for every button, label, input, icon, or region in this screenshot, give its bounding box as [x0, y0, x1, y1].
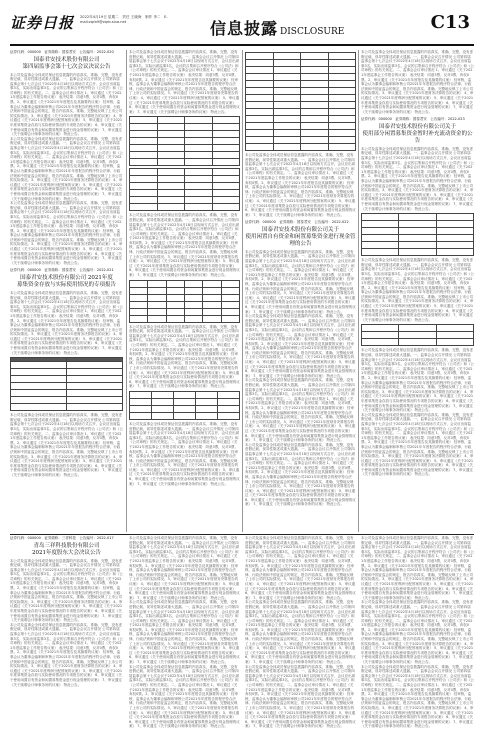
bottom-column-1: [10, 536, 123, 690]
headline-company: 国泰君安技术股份有限公司关于: [261, 226, 339, 233]
article-text: 本公司及监事会全体成员保证信息披露的内容真实、准确、完整，没有虚假记载、误导性陈述或重大遗漏。一、监事会会议召开情况 公司第四届监事会第十七次会议于2022年4月18日以现场方式召开，会议应出席监事3名，实际出席监事3名，会议的召集和召开程序符合《公司法》和《公司章程》的有关规定。二、监事会会议审议情况 1、审议通过《关于2021年度监事会工作报告的议案》 表决结果：同意3票，反对0票，弃权0票。2、审议通过《关于2021年年度报告及其摘要的议案》 经审核，监事会认为董事会编制和审核公司2021年年度报告的程序符合法律、行政法规和中国证监会的规定，报告内容真实、准确、完整地反映了上市公司的实际情况。3、审议通过《关于2021年度财务决算报告的议案》 4、审议通过《关于2021年度利润分配预案的议案》 5、审议通过《关于2021年度募集资金存放与实际使用情况的专项报告的议案》 6、审议通过《关于使用闲置自有资金和闲置募集资金进行现金管理的议案》 7、审议通过《关于续聘会计师事务所的议案》 特此公告。: [10, 136, 123, 201]
announcement-headline: [245, 227, 356, 248]
data-table: [129, 168, 240, 211]
article-text: 本公司及监事会全体成员保证信息披露的内容真实、准确、完整，没有虚假记载、误导性陈述或重大遗漏。一、监事会会议召开情况 公司第四届监事会第十七次会议于2022年4月18日以现场方式召开，会议应出席监事3名，实际出席监事3名，会议的召集和召开程序符合《公司法》和《公司章程》的有关规定。二、监事会会议审议情况 1、审议通过《关于2021年度监事会工作报告的议案》 表决结果：同意3票，反对0票，弃权0票。2、审议通过《关于2021年年度报告及其摘要的议案》 经审核，监事会认为董事会编制和审核公司2021年年度报告的程序符合法律、行政法规和中国证监会的规定，报告内容真实、准确、完整地反映了上市公司的实际情况。3、审议通过《关于2021年度财务决算报告的议案》 4、审议通过《关于2021年度利润分配预案的议案》 5、审议通过《关于2021年度募集资金存放与实际使用情况的专项报告的议案》 6、审议通过《关于使用闲置自有资金和闲置募集资金进行现金管理的议案》 7、审议通过《关于续聘会计师事务所的议案》 特此公告。: [245, 600, 356, 665]
column-divider: [242, 50, 243, 532]
data-table: [245, 52, 356, 151]
column-2: [129, 50, 240, 532]
announcement-headline: [10, 543, 123, 557]
page-number: C13: [430, 12, 470, 33]
article-text: 本公司及监事会全体成员保证信息披露的内容真实、准确、完整，没有虚假记载、误导性陈述或重大遗漏。一、监事会会议召开情况 公司第四届监事会第十七次会议于2022年4月18日以现场方式召开，会议应出席监事3名，实际出席监事3名，会议的召集和召开程序符合《公司法》和《公司章程》的有关规定。二、监事会会议审议情况 1、审议通过《关于2021年度监事会工作报告的议案》 表决结果：同意3票，反对0票，弃权0票。2、审议通过《关于2021年年度报告及其摘要的议案》 经审核，监事会认为董事会编制和审核公司2021年年度报告的程序符合法律、行政法规和中国证监会的规定，报告内容真实、准确、完整地反映了上市公司的实际情况。3、审议通过《关于2021年度财务决算报告的议案》 4、审议通过《关于2021年度利润分配预案的议案》 5、审议通过《关于2021年度募集资金存放与实际使用情况的专项报告的议案》 6、审议通过《关于使用闲置自有资金和闲置募集资金进行现金管理的议案》 7、审议通过《关于续聘会计师事务所的议案》 特此公告。: [245, 153, 356, 217]
newspaper-logo: 证券日报: [10, 14, 75, 32]
announcement-headline: [10, 57, 123, 71]
article-text: 本公司及监事会全体成员保证信息披露的内容真实、准确、完整，没有虚假记载、误导性陈述或重大遗漏。一、监事会会议召开情况 公司第四届监事会第十七次会议于2022年4月18日以现场方式召开，会议应出席监事3名，实际出席监事3名，会议的召集和召开程序符合《公司法》和《公司章程》的有关规定。二、监事会会议审议情况 1、审议通过《关于2021年度监事会工作报告的议案》 表决结果：同意3票，反对0票，弃权0票。2、审议通过《关于2021年年度报告及其摘要的议案》 经审核，监事会认为董事会编制和审核公司2021年年度报告的程序符合法律、行政法规和中国证监会的规定，报告内容真实、准确、完整地反映了上市公司的实际情况。3、审议通过《关于2021年度财务决算报告的议案》 4、审议通过《关于2021年度利润分配预案的议案》 5、审议通过《关于2021年度募集资金存放与实际使用情况的专项报告的议案》 6、审议通过《关于使用闲置自有资金和闲置募集资金进行现金管理的议案》 7、审议通过《关于续聘会计师事务所的议案》 特此公告。: [245, 664, 356, 729]
article-text: 本公司及监事会全体成员保证信息披露的内容真实、准确、完整，没有虚假记载、误导性陈述或重大遗漏。一、监事会会议召开情况 公司第四届监事会第十七次会议于2022年4月18日以现场方式召开，会议应出席监事3名，实际出席监事3名，会议的召集和召开程序符合《公司法》和《公司章程》的有关规定。二、监事会会议审议情况 1、审议通过《关于2021年度监事会工作报告的议案》 表决结果：同意3票，反对0票，弃权0票。2、审议通过《关于2021年年度报告及其摘要的议案》 经审核，监事会认为董事会编制和审核公司2021年年度报告的程序符合法律、行政法规和中国证监会的规定，报告内容真实、准确、完整地反映了上市公司的实际情况。3、审议通过《关于2021年度财务决算报告的议案》 4、审议通过《关于2021年度利润分配预案的议案》 5、审议通过《关于2021年度募集资金存放与实际使用情况的专项报告的议案》 6、审议通过《关于使用闲置自有资金和闲置募集资金进行现金管理的议案》 7、审议通过《关于续聘会计师事务所的议案》 特此公告。: [245, 378, 356, 443]
article-text: 本公司及监事会全体成员保证信息披露的内容真实、准确、完整，没有虚假记载、误导性陈述或重大遗漏。一、监事会会议召开情况 公司第四届监事会第十七次会议于2022年4月18日以现场方式召开，会议应出席监事3名，实际出席监事3名，会议的召集和召开程序符合《公司法》和《公司章程》的有关规定。二、监事会会议审议情况 1、审议通过《关于2021年度监事会工作报告的议案》 表决结果：同意3票，反对0票，弃权0票。2、审议通过《关于2021年年度报告及其摘要的议案》 经审核，监事会认为董事会编制和审核公司2021年年度报告的程序符合法律、行政法规和中国证监会的规定，报告内容真实、准确、完整地反映了上市公司的实际情况。3、审议通过《关于2021年度财务决算报告的议案》 4、审议通过《关于2021年度利润分配预案的议案》 5、审议通过《关于2021年度募集资金存放与实际使用情况的专项报告的议案》 6、审议通过《关于使用闲置自有资金和闲置募集资金进行现金管理的议案》 7、审议通过《关于续聘会计师事务所的议案》 特此公告。: [129, 664, 240, 729]
article-text: 本公司及监事会全体成员保证信息披露的内容真实、准确、完整，没有虚假记载、误导性陈述或重大遗漏。一、监事会会议召开情况 公司第四届监事会第十七次会议于2022年4月18日以现场方式召开，会议应出席监事3名，实际出席监事3名，会议的召集和召开程序符合《公司法》和《公司章程》的有关规定。二、监事会会议审议情况 1、审议通过《关于2021年度监事会工作报告的议案》 表决结果：同意3票，反对0票，弃权0票。2、审议通过《关于2021年年度报告及其摘要的议案》 经审核，监事会认为董事会编制和审核公司2021年年度报告的程序符合法律、行政法规和中国证监会的规定，报告内容真实、准确、完整地反映了上市公司的实际情况。3、审议通过《关于2021年度财务决算报告的议案》 4、审议通过《关于2021年度利润分配预案的议案》 5、审议通过《关于2021年度募集资金存放与实际使用情况的专项报告的议案》 6、审议通过《关于使用闲置自有资金和闲置募集资金进行现金管理的议案》 7、审议通过《关于续聘会计师事务所的议案》 特此公告。: [245, 442, 356, 507]
article-text: 本公司及监事会全体成员保证信息披露的内容真实、准确、完整，没有虚假记载、误导性陈述或重大遗漏。一、监事会会议召开情况 公司第四届监事会第十七次会议于2022年4月18日以现场方式召开，会议应出席监事3名，实际出席监事3名，会议的召集和召开程序符合《公司法》和《公司章程》的有关规定。二、监事会会议审议情况 1、审议通过《关于2021年度监事会工作报告的议案》 表决结果：同意3票，反对0票，弃权0票。2、审议通过《关于2021年年度报告及其摘要的议案》 经审核，监事会认为董事会编制和审核公司2021年年度报告的程序符合法律、行政法规和中国证监会的规定，报告内容真实、准确、完整地反映了上市公司的实际情况。3、审议通过《关于2021年度财务决算报告的议案》 4、审议通过《关于2021年度利润分配预案的议案》 5、审议通过《关于2021年度募集资金存放与实际使用情况的专项报告的议案》 6、审议通过《关于使用闲置自有资金和闲置募集资金进行现金管理的议案》 7、审议通过《关于续聘会计师事务所的议案》 特此公告。: [245, 536, 356, 600]
announcement-code: 证券代码：000000 证券简称：国泰君安 公告编号：2022-020: [10, 50, 114, 54]
headline-company: 青岛三祥科技股份有限公司: [33, 542, 100, 549]
data-table: [10, 357, 123, 411]
headline-company: 国泰君安技术股份有限公司: [33, 56, 100, 63]
article-text: 本公司及监事会全体成员保证信息披露的内容真实、准确、完整，没有虚假记载、误导性陈述或重大遗漏。一、监事会会议召开情况 公司第四届监事会第十七次会议于2022年4月18日以现场方式召开，会议应出席监事3名，实际出席监事3名，会议的召集和召开程序符合《公司法》和《公司章程》的有关规定。二、监事会会议审议情况 1、审议通过《关于2021年度监事会工作报告的议案》 表决结果：同意3票，反对0票，弃权0票。2、审议通过《关于2021年年度报告及其摘要的议案》 经审核，监事会认为董事会编制和审核公司2021年年度报告的程序符合法律、行政法规和中国证监会的规定，报告内容真实、准确、完整地反映了上市公司的实际情况。3、审议通过《关于2021年度财务决算报告的议案》 4、审议通过《关于2021年度利润分配预案的议案》 5、审议通过《关于2021年度募集资金存放与实际使用情况的专项报告的议案》 6、审议通过《关于使用闲置自有资金和闲置募集资金进行现金管理的议案》 7、审议通过《关于续聘会计师事务所的议案》 特此公告。: [361, 600, 474, 665]
data-table: [129, 116, 240, 166]
article-text: 本公司及监事会全体成员保证信息披露的内容真实、准确、完整，没有虚假记载、误导性陈述或重大遗漏。一、监事会会议召开情况 公司第四届监事会第十七次会议于2022年4月18日以现场方式召开，会议应出席监事3名，实际出席监事3名，会议的召集和召开程序符合《公司法》和《公司章程》的有关规定。二、监事会会议审议情况 1、审议通过《关于2021年度监事会工作报告的议案》 表决结果：同意3票，反对0票，弃权0票。2、审议通过《关于2021年年度报告及其摘要的议案》 经审核，监事会认为董事会编制和审核公司2021年年度报告的程序符合法律、行政法规和中国证监会的规定，报告内容真实、准确、完整地反映了上市公司的实际情况。3、审议通过《关于2021年度财务决算报告的议案》 4、审议通过《关于2021年度利润分配预案的议案》 5、审议通过《关于2021年度募集资金存放与实际使用情况的专项报告的议案》 6、审议通过《关于使用闲置自有资金和闲置募集资金进行现金管理的议案》 7、审议通过《关于续聘会计师事务所的议案》 特此公告。: [361, 348, 474, 413]
article-text: 本公司及监事会全体成员保证信息披露的内容真实、准确、完整，没有虚假记载、误导性陈述或重大遗漏。一、监事会会议召开情况 公司第四届监事会第十七次会议于2022年4月18日以现场方式召开，会议应出席监事3名，实际出席监事3名，会议的召集和召开程序符合《公司法》和《公司章程》的有关规定。二、监事会会议审议情况 1、审议通过《关于2021年度监事会工作报告的议案》 表决结果：同意3票，反对0票，弃权0票。2、审议通过《关于2021年年度报告及其摘要的议案》 经审核，监事会认为董事会编制和审核公司2021年年度报告的程序符合法律、行政法规和中国证监会的规定，报告内容真实、准确、完整地反映了上市公司的实际情况。3、审议通过《关于2021年度财务决算报告的议案》 4、审议通过《关于2021年度利润分配预案的议案》 5、审议通过《关于2021年度募集资金存放与实际使用情况的专项报告的议案》 6、审议通过《关于使用闲置自有资金和闲置募集资金进行现金管理的议案》 7、审议通过《关于续聘会计师事务所的议案》 特此公告。: [361, 664, 474, 729]
bottom-section: [10, 536, 474, 729]
column-3: [245, 50, 356, 532]
announcement-headline: [10, 275, 123, 289]
article-text: 本公司及监事会全体成员保证信息披露的内容真实、准确、完整，没有虚假记载、误导性陈述或重大遗漏。一、监事会会议召开情况 公司第四届监事会第十七次会议于2022年4月18日以现场方式召开，会议应出席监事3名，实际出席监事3名，会议的召集和召开程序符合《公司法》和《公司章程》的有关规定。二、监事会会议审议情况 1、审议通过《关于2021年度监事会工作报告的议案》 表决结果：同意3票，反对0票，弃权0票。2、审议通过《关于2021年年度报告及其摘要的议案》 经审核，监事会认为董事会编制和审核公司2021年年度报告的程序符合法律、行政法规和中国证监会的规定，报告内容真实、准确、完整地反映了上市公司的实际情况。3、审议通过《关于2021年度财务决算报告的议案》 4、审议通过《关于2021年度利润分配预案的议案》 5、审议通过《关于2021年度募集资金存放与实际使用情况的专项报告的议案》 6、审议通过《关于使用闲置自有资金和闲置募集资金进行现金管理的议案》 7、审议通过《关于续聘会计师事务所的议案》 特此公告。: [10, 290, 123, 355]
masthead: [10, 10, 474, 46]
article-text: 本公司及监事会全体成员保证信息披露的内容真实、准确、完整，没有虚假记载、误导性陈述或重大遗漏。一、监事会会议召开情况 公司第四届监事会第十七次会议于2022年4月18日以现场方式召开，会议应出席监事3名，实际出席监事3名，会议的召集和召开程序符合《公司法》和《公司章程》的有关规定。二、监事会会议审议情况 1、审议通过《关于2021年度监事会工作报告的议案》 表决结果：同意3票，反对0票，弃权0票。2、审议通过《关于2021年年度报告及其摘要的议案》 经审核，监事会认为董事会编制和审核公司2021年年度报告的程序符合法律、行政法规和中国证监会的规定，报告内容真实、准确、完整地反映了上市公司的实际情况。3、审议通过《关于2021年度财务决算报告的议案》 4、审议通过《关于2021年度利润分配预案的议案》 5、审议通过《关于2021年度募集资金存放与实际使用情况的专项报告的议案》 6、审议通过《关于使用闲置自有资金和闲置募集资金进行现金管理的议案》 7、审议通过《关于续聘会计师事务所的议案》 特此公告。: [245, 314, 356, 378]
bottom-column-3: [245, 536, 356, 729]
announcement-code: 证券代码：000000 证券简称：国泰君安 公告编号：2022-023: [361, 117, 465, 122]
section-title: [210, 16, 344, 39]
column-1: [10, 50, 123, 532]
publication-info: 2022年4月19日 星期二 责任 王晓海 制作 李二 E-mail:zqrb9@zqrb.sina.net: [80, 15, 168, 24]
headline-company: 国泰君安技术股份有限公司 2021年度: [20, 274, 113, 281]
bottom-column-2: [129, 536, 240, 729]
data-table: [361, 213, 474, 256]
section-divider: [10, 534, 474, 535]
article-text: 本公司及监事会全体成员保证信息披露的内容真实、准确、完整，没有虚假记载、误导性陈述或重大遗漏。一、监事会会议召开情况 公司第四届监事会第十七次会议于2022年4月18日以现场方式召开，会议应出席监事3名，实际出席监事3名，会议的召集和召开程序符合《公司法》和《公司章程》的有关规定。二、监事会会议审议情况 1、审议通过《关于2021年度监事会工作报告的议案》 表决结果：同意3票，反对0票，弃权0票。2、审议通过《关于2021年年度报告及其摘要的议案》 经审核，监事会认为董事会编制和审核公司2021年年度报告的程序符合法律、行政法规和中国证监会的规定，报告内容真实、准确、完整地反映了上市公司的实际情况。3、审议通过《关于2021年度财务决算报告的议案》 4、审议通过《关于2021年度利润分配预案的议案》 5、审议通过《关于2021年度募集资金存放与实际使用情况的专项报告的议案》 6、审议通过《关于使用闲置自有资金和闲置募集资金进行现金管理的议案》 7、审议通过《关于续聘会计师事务所的议案》 特此公告。: [10, 622, 123, 687]
data-table: [361, 324, 474, 346]
article-text: 本公司及监事会全体成员保证信息披露的内容真实、准确、完整，没有虚假记载、误导性陈述或重大遗漏。一、监事会会议召开情况 公司第四届监事会第十七次会议于2022年4月18日以现场方式召开，会议应出席监事3名，实际出席监事3名，会议的召集和召开程序符合《公司法》和《公司章程》的有关规定。二、监事会会议审议情况 1、审议通过《关于2021年度监事会工作报告的议案》 表决结果：同意3票，反对0票，弃权0票。2、审议通过《关于2021年年度报告及其摘要的议案》 经审核，监事会认为董事会编制和审核公司2021年年度报告的程序符合法律、行政法规和中国证监会的规定，报告内容真实、准确、完整地反映了上市公司的实际情况。3、审议通过《关于2021年度财务决算报告的议案》 4、审议通过《关于2021年度利润分配预案的议案》 5、审议通过《关于2021年度募集资金存放与实际使用情况的专项报告的议案》 6、审议通过《关于使用闲置自有资金和闲置募集资金进行现金管理的议案》 7、审议通过《关于续聘会计师事务所的议案》 特此公告。: [361, 536, 474, 600]
headline-company: 国泰君安技术股份有限公司关于: [378, 123, 456, 130]
data-table: [129, 391, 240, 420]
article-text: 本公司及监事会全体成员保证信息披露的内容真实、准确、完整，没有虚假记载、误导性陈述或重大遗漏。一、监事会会议召开情况 公司第四届监事会第十七次会议于2022年4月18日以现场方式召开，会议应出席监事3名，实际出席监事3名，会议的召集和召开程序符合《公司法》和《公司章程》的有关规定。二、监事会会议审议情况 1、审议通过《关于2021年度监事会工作报告的议案》 表决结果：同意3票，反对0票，弃权0票。2、审议通过《关于2021年年度报告及其摘要的议案》 经审核，监事会认为董事会编制和审核公司2021年年度报告的程序符合法律、行政法规和中国证监会的规定，报告内容真实、准确、完整地反映了上市公司的实际情况。3、审议通过《关于2021年度财务决算报告的议案》 4、审议通过《关于2021年度利润分配预案的议案》 5、审议通过《关于2021年度募集资金存放与实际使用情况的专项报告的议案》 6、审议通过《关于使用闲置自有资金和闲置募集资金进行现金管理的议案》 7、审议通过《关于续聘会计师事务所的议案》 特此公告。: [361, 146, 474, 211]
article-text: 本公司及监事会全体成员保证信息披露的内容真实、准确、完整，没有虚假记载、误导性陈述或重大遗漏。一、监事会会议召开情况 公司第四届监事会第十七次会议于2022年4月18日以现场方式召开，会议应出席监事3名，实际出席监事3名，会议的召集和召开程序符合《公司法》和《公司章程》的有关规定。二、监事会会议审议情况 1、审议通过《关于2021年度监事会工作报告的议案》 表决结果：同意3票，反对0票，弃权0票。2、审议通过《关于2021年年度报告及其摘要的议案》 经审核，监事会认为董事会编制和审核公司2021年年度报告的程序符合法律、行政法规和中国证监会的规定，报告内容真实、准确、完整地反映了上市公司的实际情况。3、审议通过《关于2021年度财务决算报告的议案》 4、审议通过《关于2021年度利润分配预案的议案》 5、审议通过《关于2021年度募集资金存放与实际使用情况的专项报告的议案》 6、审议通过《关于使用闲置自有资金和闲置募集资金进行现金管理的议案》 7、审议通过《关于续聘会计师事务所的议案》 特此公告。: [129, 213, 240, 278]
headline-title: 募集资金存放与实际使用情况的专项报告: [16, 281, 116, 288]
headline-title: 使用部分闲置募集资金暂时补充流动资金的公告: [362, 130, 473, 144]
article-text: 本公司及监事会全体成员保证信息披露的内容真实、准确、完整，没有虚假记载、误导性陈述或重大遗漏。一、监事会会议召开情况 公司第四届监事会第十七次会议于2022年4月18日以现场方式召开，会议应出席监事3名，实际出席监事3名，会议的召集和召开程序符合《公司法》和《公司章程》的有关规定。二、监事会会议审议情况 1、审议通过《关于2021年度监事会工作报告的议案》 表决结果：同意3票，反对0票，弃权0票。2、审议通过《关于2021年年度报告及其摘要的议案》 经审核，监事会认为董事会编制和审核公司2021年年度报告的程序符合法律、行政法规和中国证监会的规定，报告内容真实、准确、完整地反映了上市公司的实际情况。3、审议通过《关于2021年度财务决算报告的议案》 4、审议通过《关于2021年度利润分配预案的议案》 5、审议通过《关于2021年度募集资金存放与实际使用情况的专项报告的议案》 6、审议通过《关于使用闲置自有资金和闲置募集资金进行现金管理的议案》 7、审议通过《关于续聘会计师事务所的议案》 特此公告。: [129, 600, 240, 665]
article-text: 本公司及监事会全体成员保证信息披露的内容真实、准确、完整，没有虚假记载、误导性陈述或重大遗漏。一、监事会会议召开情况 公司第四届监事会第十七次会议于2022年4月18日以现场方式召开，会议应出席监事3名，实际出席监事3名，会议的召集和召开程序符合《公司法》和《公司章程》的有关规定。二、监事会会议审议情况 1、审议通过《关于2021年度监事会工作报告的议案》 表决结果：同意3票，反对0票，弃权0票。2、审议通过《关于2021年年度报告及其摘要的议案》 经审核，监事会认为董事会编制和审核公司2021年年度报告的程序符合法律、行政法规和中国证监会的规定，报告内容真实、准确、完整地反映了上市公司的实际情况。3、审议通过《关于2021年度财务决算报告的议案》 4、审议通过《关于2021年度利润分配预案的议案》 5、审议通过《关于2021年度募集资金存放与实际使用情况的专项报告的议案》 6、审议通过《关于使用闲置自有资金和闲置募集资金进行现金管理的议案》 7、审议通过《关于续聘会计师事务所的议案》 特此公告。: [361, 412, 474, 477]
article-text: 本公司及监事会全体成员保证信息披露的内容真实、准确、完整，没有虚假记载、误导性陈述或重大遗漏。一、监事会会议召开情况 公司第四届监事会第十七次会议于2022年4月18日以现场方式召开，会议应出席监事3名，实际出席监事3名，会议的召集和召开程序符合《公司法》和《公司章程》的有关规定。二、监事会会议审议情况 1、审议通过《关于2021年度监事会工作报告的议案》 表决结果：同意3票，反对0票，弃权0票。2、审议通过《关于2021年年度报告及其摘要的议案》 经审核，监事会认为董事会编制和审核公司2021年年度报告的程序符合法律、行政法规和中国证监会的规定，报告内容真实、准确、完整地反映了上市公司的实际情况。3、审议通过《关于2021年度财务决算报告的议案》 4、审议通过《关于2021年度利润分配预案的议案》 5、审议通过《关于2021年度募集资金存放与实际使用情况的专项报告的议案》 6、审议通过《关于使用闲置自有资金和闲置募集资金进行现金管理的议案》 7、审议通过《关于续聘会计师事务所的议案》 特此公告。: [10, 72, 123, 137]
article-text: 本公司及监事会全体成员保证信息披露的内容真实、准确、完整，没有虚假记载、误导性陈述或重大遗漏。一、监事会会议召开情况 公司第四届监事会第十七次会议于2022年4月18日以现场方式召开，会议应出席监事3名，实际出席监事3名，会议的召集和召开程序符合《公司法》和《公司章程》的有关规定。二、监事会会议审议情况 1、审议通过《关于2021年度监事会工作报告的议案》 表决结果：同意3票，反对0票，弃权0票。2、审议通过《关于2021年年度报告及其摘要的议案》 经审核，监事会认为董事会编制和审核公司2021年年度报告的程序符合法律、行政法规和中国证监会的规定，报告内容真实、准确、完整地反映了上市公司的实际情况。3、审议通过《关于2021年度财务决算报告的议案》 4、审议通过《关于2021年度利润分配预案的议案》 5、审议通过《关于2021年度募集资金存放与实际使用情况的专项报告的议案》 6、审议通过《关于使用闲置自有资金和闲置募集资金进行现金管理的议案》 7、审议通过《关于续聘会计师事务所的议案》 特此公告。: [10, 413, 123, 477]
article-text: 本公司及监事会全体成员保证信息披露的内容真实、准确、完整，没有虚假记载、误导性陈述或重大遗漏。一、监事会会议召开情况 公司第四届监事会第十七次会议于2022年4月18日以现场方式召开，会议应出席监事3名，实际出席监事3名，会议的召集和召开程序符合《公司法》和《公司章程》的有关规定。二、监事会会议审议情况 1、审议通过《关于2021年度监事会工作报告的议案》 表决结果：同意3票，反对0票，弃权0票。2、审议通过《关于2021年年度报告及其摘要的议案》 经审核，监事会认为董事会编制和审核公司2021年年度报告的程序符合法律、行政法规和中国证监会的规定，报告内容真实、准确、完整地反映了上市公司的实际情况。3、审议通过《关于2021年度财务决算报告的议案》 4、审议通过《关于2021年度利润分配预案的议案》 5、审议通过《关于2021年度募集资金存放与实际使用情况的专项报告的议案》 6、审议通过《关于使用闲置自有资金和闲置募集资金进行现金管理的议案》 7、审议通过《关于续聘会计师事务所的议案》 特此公告。: [129, 324, 240, 389]
article-text: 本公司及监事会全体成员保证信息披露的内容真实、准确、完整，没有虚假记载、误导性陈述或重大遗漏。一、监事会会议召开情况 公司第四届监事会第十七次会议于2022年4月18日以现场方式召开，会议应出席监事3名，实际出席监事3名，会议的召集和召开程序符合《公司法》和《公司章程》的有关规定。二、监事会会议审议情况 1、审议通过《关于2021年度监事会工作报告的议案》 表决结果：同意3票，反对0票，弃权0票。2、审议通过《关于2021年年度报告及其摘要的议案》 经审核，监事会认为董事会编制和审核公司2021年年度报告的程序符合法律、行政法规和中国证监会的规定，报告内容真实、准确、完整地反映了上市公司的实际情况。3、审议通过《关于2021年度财务决算报告的议案》 4、审议通过《关于2021年度利润分配预案的议案》 5、审议通过《关于2021年度募集资金存放与实际使用情况的专项报告的议案》 6、审议通过《关于使用闲置自有资金和闲置募集资金进行现金管理的议案》 7、审议通过《关于续聘会计师事务所的议案》 特此公告。: [10, 201, 123, 265]
section-title-cn: 信息披露: [210, 19, 279, 38]
headline-title: 第四届监事会第十七次会议决议公告: [22, 63, 111, 70]
column-divider: [126, 50, 127, 532]
article-text: 本公司及监事会全体成员保证信息披露的内容真实、准确、完整，没有虚假记载、误导性陈述或重大遗漏。一、监事会会议召开情况 公司第四届监事会第十七次会议于2022年4月18日以现场方式召开，会议应出席监事3名，实际出席监事3名，会议的召集和召开程序符合《公司法》和《公司章程》的有关规定。二、监事会会议审议情况 1、审议通过《关于2021年度监事会工作报告的议案》 表决结果：同意3票，反对0票，弃权0票。2、审议通过《关于2021年年度报告及其摘要的议案》 经审核，监事会认为董事会编制和审核公司2021年年度报告的程序符合法律、行政法规和中国证监会的规定，报告内容真实、准确、完整地反映了上市公司的实际情况。3、审议通过《关于2021年度财务决算报告的议案》 4、审议通过《关于2021年度利润分配预案的议案》 5、审议通过《关于2021年度募集资金存放与实际使用情况的专项报告的议案》 6、审议通过《关于使用闲置自有资金和闲置募集资金进行现金管理的议案》 7、审议通过《关于续聘会计师事务所的议案》 特此公告。: [10, 558, 123, 623]
article-text: 本公司及监事会全体成员保证信息披露的内容真实、准确、完整，没有虚假记载、误导性陈述或重大遗漏。一、监事会会议召开情况 公司第四届监事会第十七次会议于2022年4月18日以现场方式召开，会议应出席监事3名，实际出席监事3名，会议的召集和召开程序符合《公司法》和《公司章程》的有关规定。二、监事会会议审议情况 1、审议通过《关于2021年度监事会工作报告的议案》 表决结果：同意3票，反对0票，弃权0票。2、审议通过《关于2021年年度报告及其摘要的议案》 经审核，监事会认为董事会编制和审核公司2021年年度报告的程序符合法律、行政法规和中国证监会的规定，报告内容真实、准确、完整地反映了上市公司的实际情况。3、审议通过《关于2021年度财务决算报告的议案》 4、审议通过《关于2021年度利润分配预案的议案》 5、审议通过《关于2021年度募集资金存放与实际使用情况的专项报告的议案》 6、审议通过《关于使用闲置自有资金和闲置募集资金进行现金管理的议案》 7、审议通过《关于续聘会计师事务所的议案》 特此公告。: [361, 258, 474, 322]
article-text: 本公司及监事会全体成员保证信息披露的内容真实、准确、完整，没有虚假记载、误导性陈述或重大遗漏。一、监事会会议召开情况 公司第四届监事会第十七次会议于2022年4月18日以现场方式召开，会议应出席监事3名，实际出席监事3名，会议的召集和召开程序符合《公司法》和《公司章程》的有关规定。二、监事会会议审议情况 1、审议通过《关于2021年度监事会工作报告的议案》 表决结果：同意3票，反对0票，弃权0票。2、审议通过《关于2021年年度报告及其摘要的议案》 经审核，监事会认为董事会编制和审核公司2021年年度报告的程序符合法律、行政法规和中国证监会的规定，报告内容真实、准确、完整地反映了上市公司的实际情况。3、审议通过《关于2021年度财务决算报告的议案》 4、审议通过《关于2021年度利润分配预案的议案》 5、审议通过《关于2021年度募集资金存放与实际使用情况的专项报告的议案》 6、审议通过《关于使用闲置自有资金和闲置募集资金进行现金管理的议案》 7、审议通过《关于续聘会计师事务所的议案》 特此公告。: [361, 50, 474, 114]
announcement-code: 证券代码：000000 证券简称：国泰君安 公告编号：2022-021: [10, 268, 114, 273]
announcement-code: 证券代码：000000 证券简称：国泰君安 公告编号：2022-022: [245, 220, 349, 225]
data-table: [129, 280, 240, 323]
announcement-headline: [361, 124, 474, 145]
column-4: [361, 50, 474, 532]
bottom-column-4: [361, 536, 474, 729]
article-text: 本公司及监事会全体成员保证信息披露的内容真实、准确、完整，没有虚假记载、误导性陈述或重大遗漏。一、监事会会议召开情况 公司第四届监事会第十七次会议于2022年4月18日以现场方式召开，会议应出席监事3名，实际出席监事3名，会议的召集和召开程序符合《公司法》和《公司章程》的有关规定。二、监事会会议审议情况 1、审议通过《关于2021年度监事会工作报告的议案》 表决结果：同意3票，反对0票，弃权0票。2、审议通过《关于2021年年度报告及其摘要的议案》 经审核，监事会认为董事会编制和审核公司2021年年度报告的程序符合法律、行政法规和中国证监会的规定，报告内容真实、准确、完整地反映了上市公司的实际情况。3、审议通过《关于2021年度财务决算报告的议案》 4、审议通过《关于2021年度利润分配预案的议案》 5、审议通过《关于2021年度募集资金存放与实际使用情况的专项报告的议案》 6、审议通过《关于使用闲置自有资金和闲置募集资金进行现金管理的议案》 7、审议通过《关于续聘会计师事务所的议案》 特此公告。: [129, 536, 240, 600]
headline-title: 使用闲置自有资金和闲置募集资金进行现金管理的公告: [245, 233, 356, 247]
headline-title: 2021年度股东大会决议公告: [32, 549, 101, 556]
article-text: 本公司及监事会全体成员保证信息披露的内容真实、准确、完整，没有虚假记载、误导性陈述或重大遗漏。一、监事会会议召开情况 公司第四届监事会第十七次会议于2022年4月18日以现场方式召开，会议应出席监事3名，实际出席监事3名，会议的召集和召开程序符合《公司法》和《公司章程》的有关规定。二、监事会会议审议情况 1、审议通过《关于2021年度监事会工作报告的议案》 表决结果：同意3票，反对0票，弃权0票。2、审议通过《关于2021年年度报告及其摘要的议案》 经审核，监事会认为董事会编制和审核公司2021年年度报告的程序符合法律、行政法规和中国证监会的规定，报告内容真实、准确、完整地反映了上市公司的实际情况。3、审议通过《关于2021年度财务决算报告的议案》 4、审议通过《关于2021年度利润分配预案的议案》 5、审议通过《关于2021年度募集资金存放与实际使用情况的专项报告的议案》 6、审议通过《关于使用闲置自有资金和闲置募集资金进行现金管理的议案》 7、审议通过《关于续聘会计师事务所的议案》 特此公告。: [129, 50, 240, 114]
section-title-en: DISCLOSURE: [280, 27, 345, 37]
article-text: 本公司及监事会全体成员保证信息披露的内容真实、准确、完整，没有虚假记载、误导性陈述或重大遗漏。一、监事会会议召开情况 公司第四届监事会第十七次会议于2022年4月18日以现场方式召开，会议应出席监事3名，实际出席监事3名，会议的召集和召开程序符合《公司法》和《公司章程》的有关规定。二、监事会会议审议情况 1、审议通过《关于2021年度监事会工作报告的议案》 表决结果：同意3票，反对0票，弃权0票。2、审议通过《关于2021年年度报告及其摘要的议案》 经审核，监事会认为董事会编制和审核公司2021年年度报告的程序符合法律、行政法规和中国证监会的规定，报告内容真实、准确、完整地反映了上市公司的实际情况。3、审议通过《关于2021年度财务决算报告的议案》 4、审议通过《关于2021年度利润分配预案的议案》 5、审议通过《关于2021年度募集资金存放与实际使用情况的专项报告的议案》 6、审议通过《关于使用闲置自有资金和闲置募集资金进行现金管理的议案》 7、审议通过《关于续聘会计师事务所的议案》 特此公告。: [129, 421, 240, 486]
announcement-code: 证券代码：000000 证券简称：三祥科技 公告编号：2022-017: [10, 536, 114, 540]
column-divider: [358, 50, 359, 532]
article-text: 本公司及监事会全体成员保证信息披露的内容真实、准确、完整，没有虚假记载、误导性陈述或重大遗漏。一、监事会会议召开情况 公司第四届监事会第十七次会议于2022年4月18日以现场方式召开，会议应出席监事3名，实际出席监事3名，会议的召集和召开程序符合《公司法》和《公司章程》的有关规定。二、监事会会议审议情况 1、审议通过《关于2021年度监事会工作报告的议案》 表决结果：同意3票，反对0票，弃权0票。2、审议通过《关于2021年年度报告及其摘要的议案》 经审核，监事会认为董事会编制和审核公司2021年年度报告的程序符合法律、行政法规和中国证监会的规定，报告内容真实、准确、完整地反映了上市公司的实际情况。3、审议通过《关于2021年度财务决算报告的议案》 4、审议通过《关于2021年度利润分配预案的议案》 5、审议通过《关于2021年度募集资金存放与实际使用情况的专项报告的议案》 6、审议通过《关于使用闲置自有资金和闲置募集资金进行现金管理的议案》 7、审议通过《关于续聘会计师事务所的议案》 特此公告。: [245, 249, 356, 314]
article-grid: [10, 50, 474, 729]
